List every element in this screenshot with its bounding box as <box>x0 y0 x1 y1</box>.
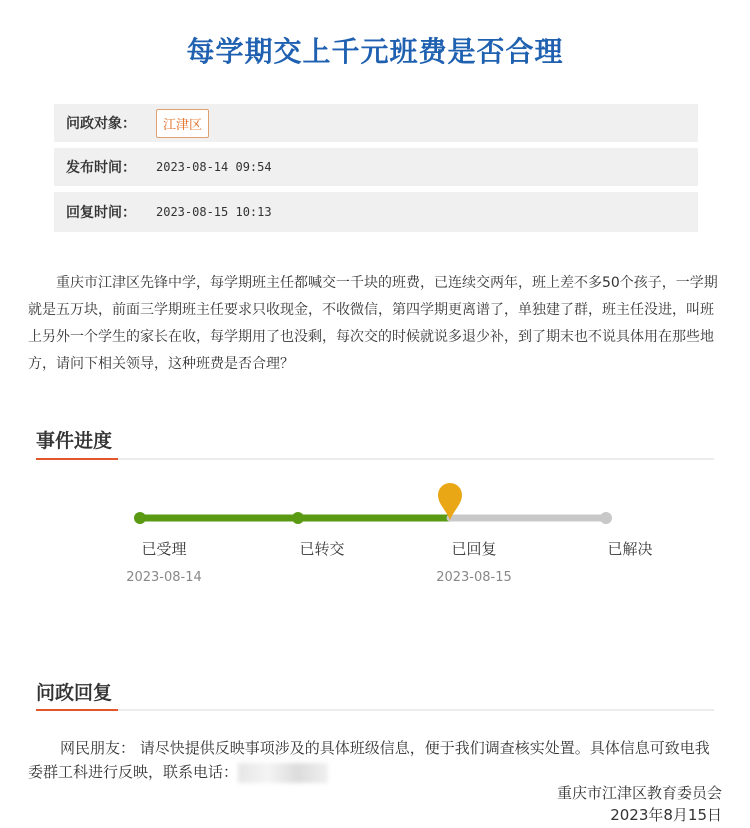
phone-number-redacted <box>238 763 328 783</box>
reply-label: 回复时间： <box>66 205 136 221</box>
step-date-3: 2023-08-15 <box>436 570 512 585</box>
reply-time: 2023-08-15 10:13 <box>156 205 272 219</box>
info-row-reply <box>54 192 698 232</box>
reply-heading-underline <box>36 709 714 711</box>
progress-dot-4 <box>600 512 612 524</box>
step-label-3: 已回复 <box>451 540 497 558</box>
step-label-2: 已转交 <box>299 540 345 558</box>
step-label-1: 已受理 <box>141 540 187 558</box>
info-row-target <box>54 104 698 142</box>
question-text: 重庆市江津区先锋中学，每学期班主任都喊交一千块的班费，已连续交两年，班上差不多50个孩子，一学期就是五万块，前面三学期班主任要求只收现金，不收微信，第四学期更离谱了，单独建了群，班主任没进，叫班上另外一个学生的家长在收，每学期用了也没剩，每次交的时候就说多退少补，到了期末也不说具体用在那些地方，请问下相关领导，这种班费是否合理？ <box>28 275 718 372</box>
reply-text: 网民朋友： 请尽快提供反映事项涉及的具体班级信息，便于我们调查核实处置。具体信息可致电我委群工科进行反映，联系电话： <box>28 739 710 781</box>
progress-heading-underline <box>36 458 714 460</box>
target-tag[interactable]: 江津区 <box>156 109 209 138</box>
reply-body <box>28 736 724 784</box>
progress-dot-2 <box>292 512 304 524</box>
target-label: 问政对象： <box>66 116 136 132</box>
info-row-publish <box>54 148 698 186</box>
page-title: 每学期交上千元班费是否合理 <box>186 35 564 68</box>
publish-time: 2023-08-14 09:54 <box>156 160 272 174</box>
reply-signer: 重庆市江津区教育委员会 <box>556 784 722 802</box>
reply-heading: 问政回复 <box>36 682 113 704</box>
info-box <box>54 104 698 238</box>
step-label-4: 已解决 <box>607 540 653 558</box>
progress-heading: 事件进度 <box>36 430 113 452</box>
progress-dot-1 <box>134 512 146 524</box>
current-step-marker-icon <box>438 483 462 520</box>
step-date-1: 2023-08-14 <box>126 570 202 585</box>
publish-label: 发布时间： <box>66 160 136 176</box>
reply-date: 2023年8月15日 <box>610 806 722 824</box>
